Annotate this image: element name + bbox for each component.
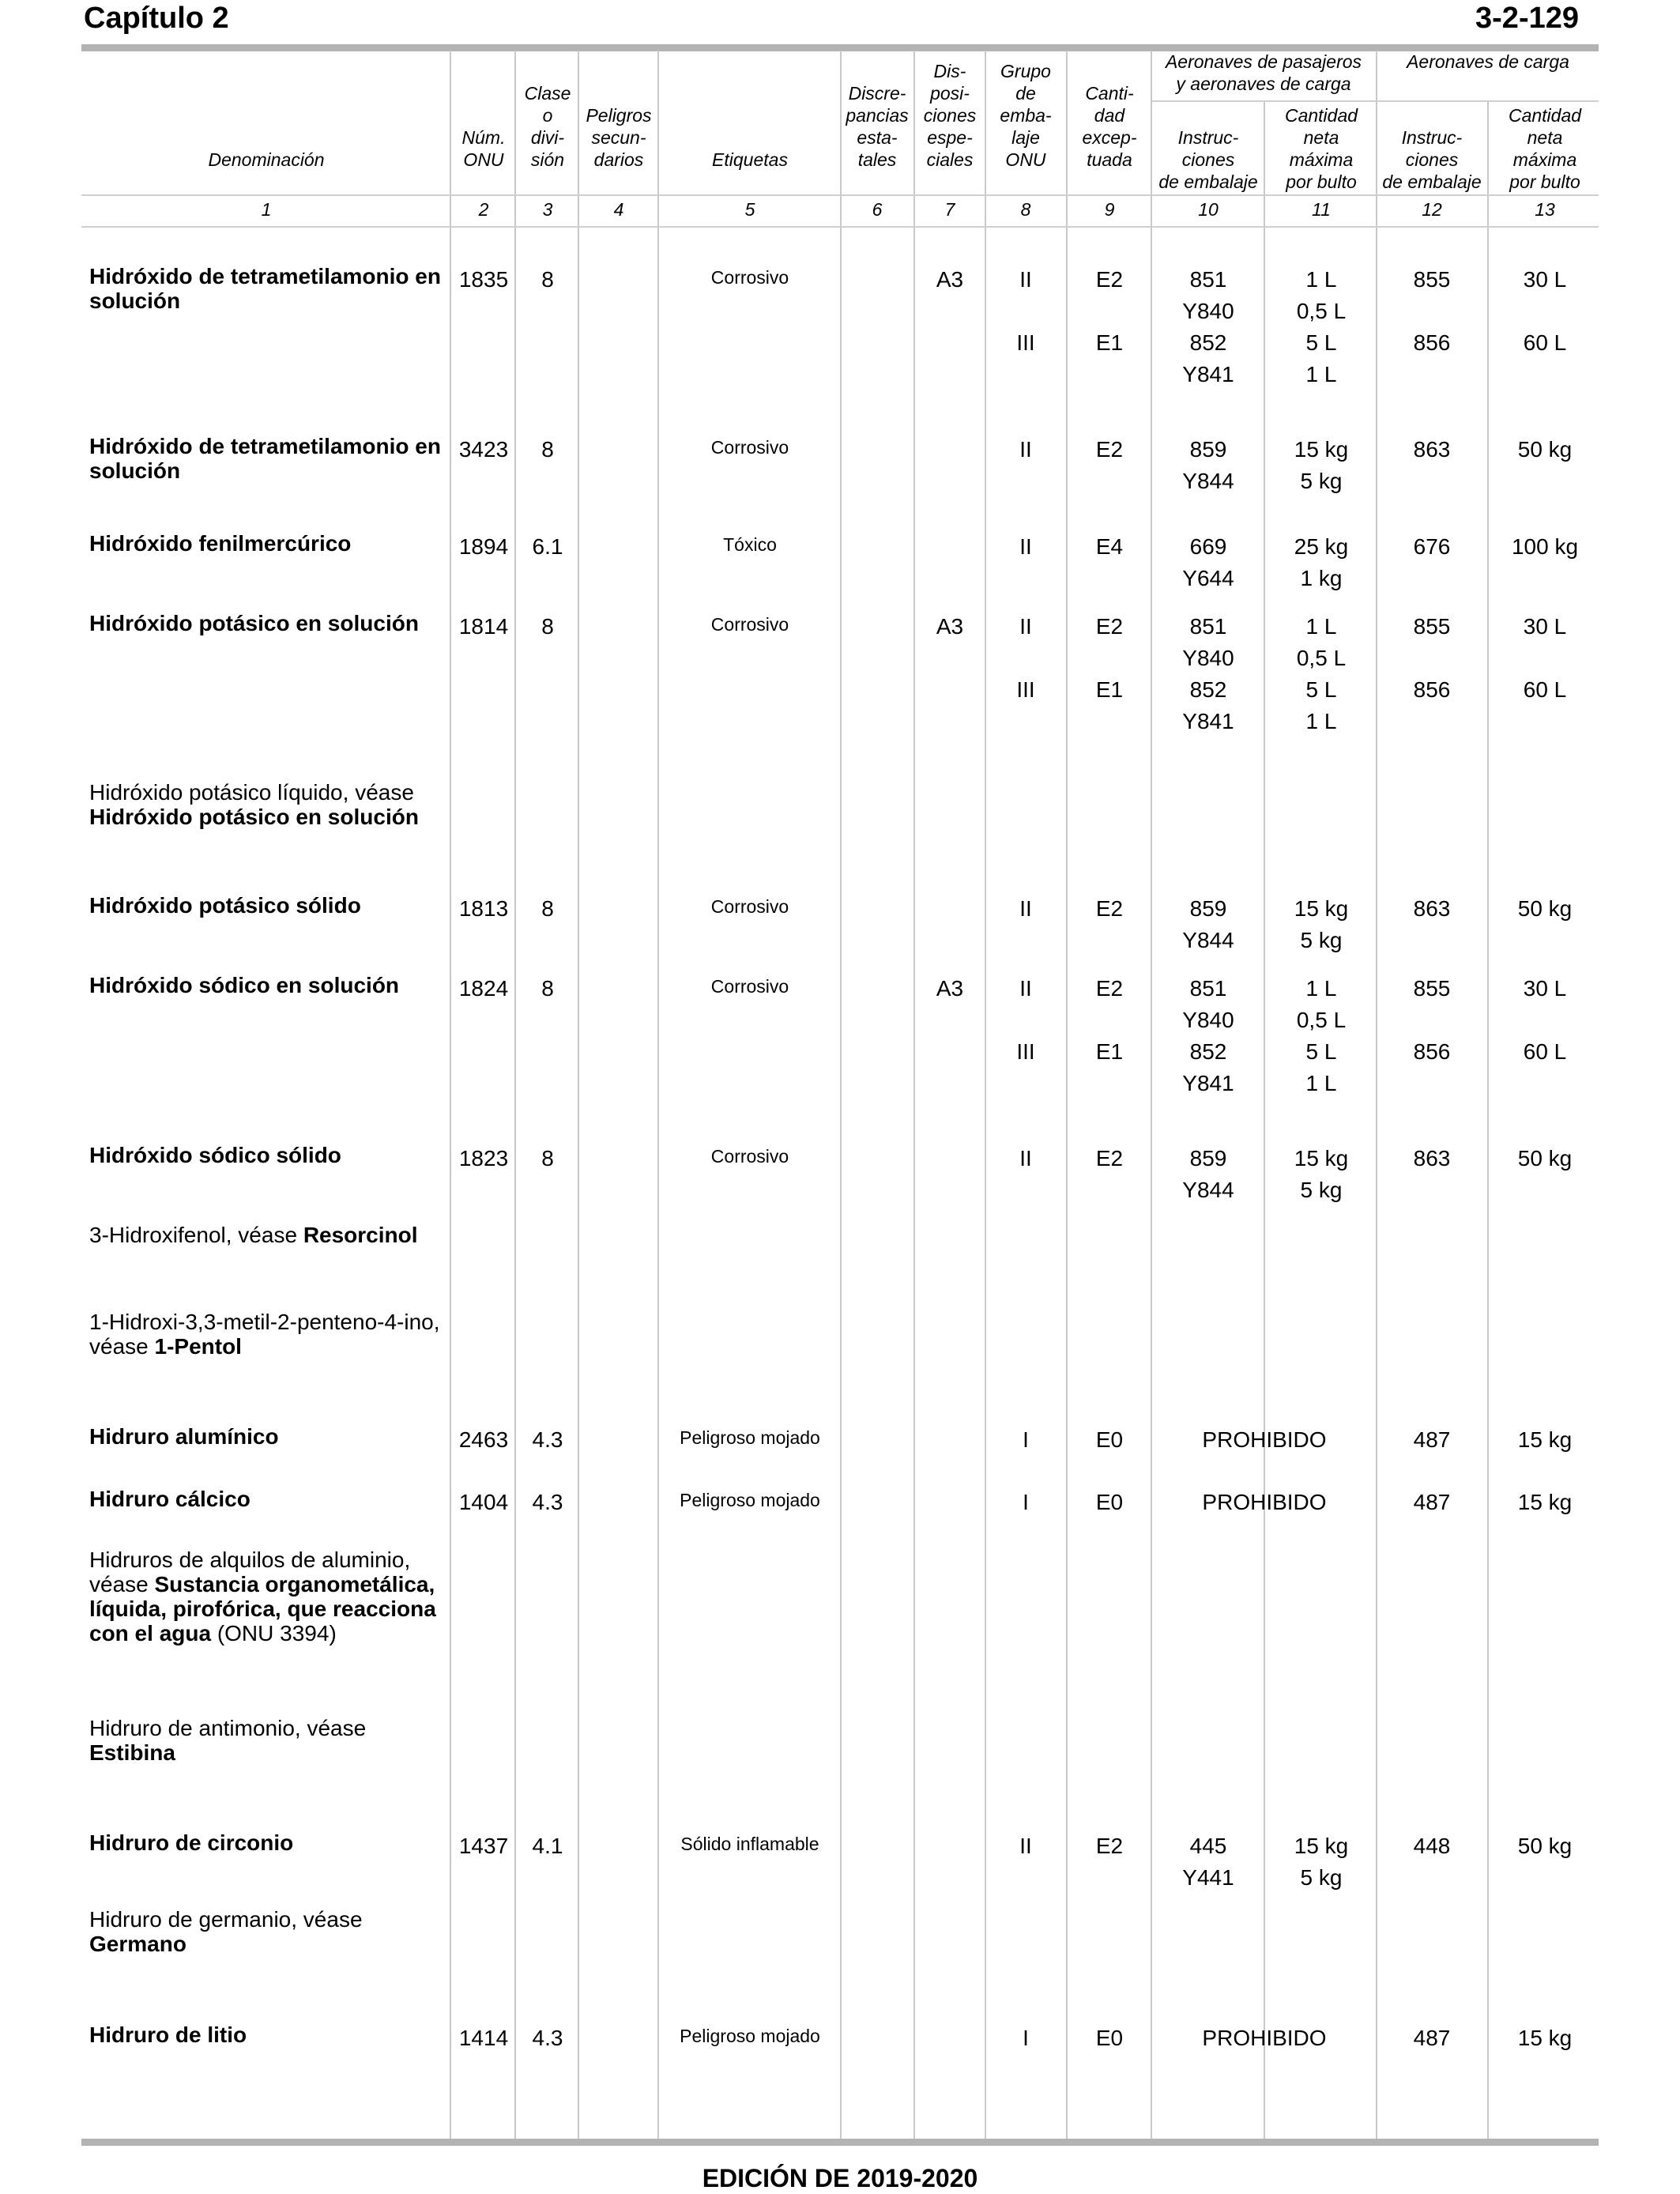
header-instrucciones-pasajeros: Instruc- ciones de embalaje: [1158, 127, 1258, 192]
chapter-title: Capítulo 2: [84, 2, 229, 35]
denominacion: Hidróxido potásico en solución: [89, 611, 419, 635]
header-instrucciones-carga: Instruc- ciones de embalaje: [1382, 127, 1482, 192]
header-peligros: Peligros secun- darios: [586, 105, 652, 170]
table-row: Hidróxido potásico líquido, véase Hidróxido potásico en solución: [89, 780, 419, 829]
header-discrepancias: Discre- pancias esta- tales: [846, 83, 909, 170]
header-clase: Clase o divi- sión: [524, 83, 571, 170]
table-row: Hidruro de antimonio, véase Estibina: [89, 1716, 367, 1765]
header-carga-group: Aeronaves de carga: [1407, 51, 1569, 72]
header-num-onu: Núm. ONU: [461, 127, 506, 170]
table-row: Hidruro de germanio, véase Germano: [89, 1907, 363, 1956]
header-disposiciones: Dis- posi- ciones espe- ciales: [923, 61, 977, 170]
header-etiquetas: Etiquetas: [712, 149, 788, 170]
denominacion: Hidruro cálcico: [89, 1487, 250, 1511]
page-number: 3-2-129: [1475, 2, 1579, 35]
denominacion: Hidróxido sódico en solución: [89, 973, 400, 997]
denominacion: Hidróxido de tetrametilamonio en solución: [89, 264, 441, 313]
denominacion: Hidróxido sódico sólido: [89, 1143, 341, 1167]
header-grupo: Grupo de emba- laje ONU: [1000, 61, 1052, 170]
edition-footer: EDICIÓN DE 2019-2020: [702, 2164, 978, 2192]
header-cantidad-carga: Cantidad neta máxima por bulto: [1508, 105, 1582, 192]
denominacion: Hidróxido potásico sólido: [89, 893, 361, 918]
header-cantidad-exceptuada: Canti- dad excep- tuada: [1082, 83, 1137, 170]
table-row: Hidruros de alquilos de aluminio, véase Sustancia organometálica, líquida, pirofórica, que reacciona con el agua (ONU 3394): [89, 1547, 436, 1646]
denominacion: Hidróxido de tetrametilamonio en solución: [89, 434, 441, 483]
denominacion: Hidruro alumínico: [89, 1424, 279, 1449]
bottom-rule: [81, 2139, 1599, 2146]
denominacion: Hidruro de circonio: [89, 1830, 294, 1855]
table-row: 1-Hidroxi-3,3-metil-2-penteno-4-ino, véase 1-Pentol: [89, 1310, 440, 1359]
header-denominacion: Denominación: [208, 149, 325, 170]
header-pasajeros-group: Aeronaves de pasajeros y aeronaves de carga: [1165, 51, 1362, 94]
denominacion: Hidróxido fenilmercúrico: [89, 531, 352, 556]
header-cantidad-pasajeros: Cantidad neta máxima por bulto: [1284, 105, 1358, 192]
table-row: 3-Hidroxifenol, véase Resorcinol: [89, 1223, 418, 1247]
denominacion: Hidruro de litio: [89, 2022, 247, 2047]
